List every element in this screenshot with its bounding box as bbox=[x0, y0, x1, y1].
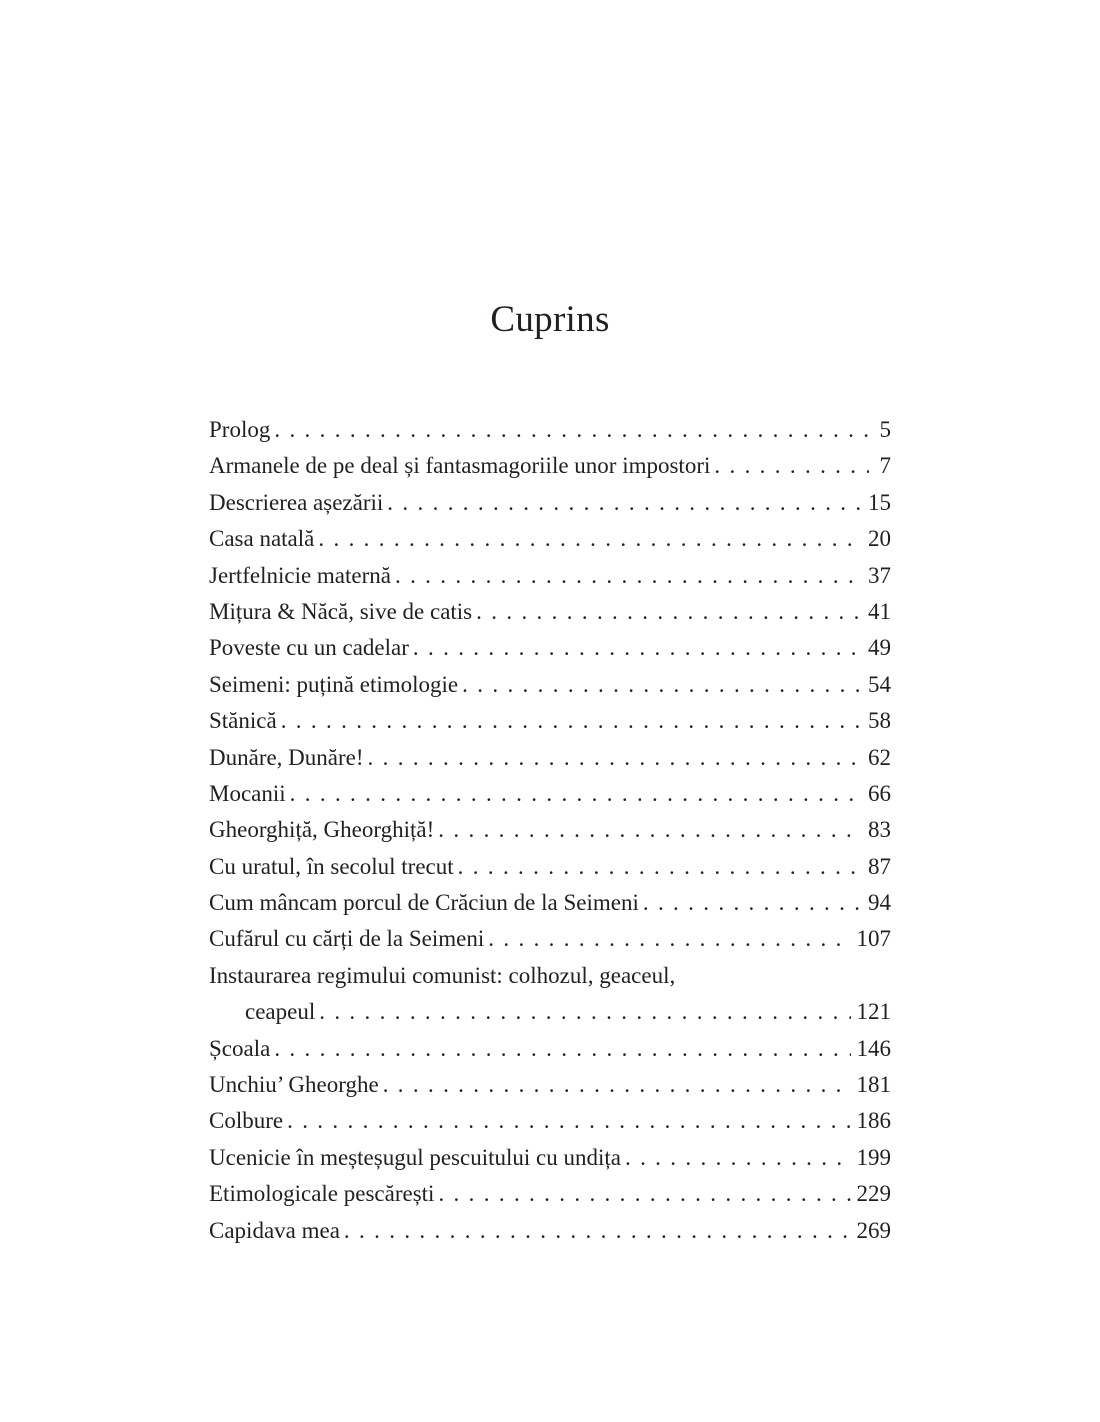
table-of-contents bbox=[209, 412, 891, 1249]
toc-entry-page: 20 bbox=[868, 526, 891, 552]
toc-entry bbox=[209, 1176, 891, 1212]
toc-entry-page: 146 bbox=[856, 1035, 891, 1061]
dot-leader bbox=[318, 521, 862, 557]
toc-entry-title: Poveste cu un cadelar bbox=[209, 635, 409, 661]
toc-entry-title: Etimologicale pescărești bbox=[209, 1181, 435, 1207]
toc-entry bbox=[209, 630, 891, 666]
dot-leader bbox=[438, 812, 862, 848]
toc-entry bbox=[209, 740, 891, 776]
toc-entry-page: 41 bbox=[868, 598, 891, 624]
dot-leader bbox=[383, 1067, 851, 1103]
toc-entry bbox=[209, 1213, 891, 1249]
toc-entry-page: 186 bbox=[856, 1108, 891, 1134]
toc-entry-page: 54 bbox=[868, 671, 891, 697]
toc-entry-page: 83 bbox=[868, 817, 891, 843]
dot-leader bbox=[462, 667, 862, 703]
toc-entry bbox=[209, 448, 891, 484]
toc-entry-title: Stănică bbox=[209, 708, 277, 734]
toc-entry bbox=[209, 921, 891, 957]
dot-leader bbox=[274, 1031, 850, 1067]
toc-entry-page: 229 bbox=[856, 1181, 891, 1207]
dot-leader bbox=[368, 740, 862, 776]
dot-leader bbox=[458, 849, 862, 885]
toc-entry-title: Jertfelnicie maternă bbox=[209, 562, 391, 588]
toc-entry-page: 66 bbox=[868, 780, 891, 806]
dot-leader bbox=[714, 448, 869, 484]
toc-entry-title: Capidava mea bbox=[209, 1217, 340, 1243]
toc-entry bbox=[209, 667, 891, 703]
toc-entry bbox=[209, 1031, 891, 1067]
dot-leader bbox=[488, 921, 850, 957]
toc-entry-page: 62 bbox=[868, 744, 891, 770]
toc-entry-title: Cufărul cu cărți de la Seimeni bbox=[209, 926, 485, 952]
toc-entry bbox=[209, 558, 891, 594]
toc-entry bbox=[209, 958, 891, 1031]
dot-leader bbox=[395, 558, 862, 594]
toc-entry-title: Mocanii bbox=[209, 780, 286, 806]
toc-entry bbox=[209, 1140, 891, 1176]
toc-entry-title: Seimeni: puțină etimologie bbox=[209, 671, 459, 697]
toc-entry-title: Mițura & Năcă, sive de catis bbox=[209, 598, 473, 624]
toc-entry-page: 37 bbox=[868, 562, 891, 588]
toc-entry-title: Casa natală bbox=[209, 526, 315, 552]
toc-entry-title: Dunăre, Dunăre! bbox=[209, 744, 364, 770]
toc-entry-title: Prolog bbox=[209, 417, 271, 442]
toc-entry-page: 49 bbox=[868, 635, 891, 661]
toc-entry-page: 15 bbox=[868, 489, 891, 515]
toc-entry-page: 58 bbox=[868, 708, 891, 734]
toc-entry-title: Colbure bbox=[209, 1108, 284, 1134]
toc-entry bbox=[209, 812, 891, 848]
toc-entry-page: 121 bbox=[856, 999, 891, 1025]
toc-entry-title: Ucenicie în meșteșugul pescuitului cu undița bbox=[209, 1144, 621, 1170]
toc-entry-title: Unchiu’ Gheorghe bbox=[209, 1072, 379, 1098]
toc-entry bbox=[209, 1067, 891, 1103]
toc-entry bbox=[209, 1103, 891, 1139]
toc-entry-title: Școala bbox=[209, 1035, 271, 1061]
toc-entry bbox=[209, 776, 891, 812]
toc-entry-page: 269 bbox=[856, 1217, 891, 1243]
toc-entry-title-continuation: ceapeul bbox=[245, 999, 316, 1025]
toc-entry bbox=[209, 412, 891, 448]
toc-entry-title: Gheorghiță, Gheorghiță! bbox=[209, 817, 435, 843]
dot-leader bbox=[625, 1140, 851, 1176]
toc-entry-title: Cu uratul, în secolul trecut bbox=[209, 853, 454, 879]
toc-entry bbox=[209, 485, 891, 521]
toc-entry-title: Cum mâncam porcul de Crăciun de la Seimeni bbox=[209, 890, 639, 916]
toc-entry bbox=[209, 594, 891, 630]
toc-entry-page: 7 bbox=[879, 453, 891, 479]
toc-entry-title: Descrierea așezării bbox=[209, 489, 384, 515]
toc-entry bbox=[209, 703, 891, 739]
toc-entry-page: 87 bbox=[868, 853, 891, 879]
dot-leader bbox=[274, 412, 869, 448]
dot-leader bbox=[344, 1213, 851, 1249]
toc-entry-title: Armanele de pe deal și fantasmagoriile unor impostori bbox=[209, 453, 711, 479]
toc-entry-title: Instaurarea regimului comunist: colhozul, geaceul, bbox=[209, 962, 676, 988]
toc-entry-page: 94 bbox=[868, 890, 891, 916]
dot-leader bbox=[319, 994, 850, 1030]
dot-leader bbox=[281, 703, 862, 739]
toc-entry-page: 107 bbox=[856, 926, 891, 952]
toc-entry-page: 181 bbox=[856, 1072, 891, 1098]
dot-leader bbox=[438, 1176, 850, 1212]
dot-leader bbox=[387, 485, 862, 521]
toc-entry bbox=[209, 521, 891, 557]
toc-entry bbox=[209, 849, 891, 885]
dot-leader bbox=[413, 630, 862, 666]
toc-entry bbox=[209, 885, 891, 921]
dot-leader bbox=[290, 776, 862, 812]
dot-leader bbox=[476, 594, 862, 630]
toc-entry-page: 5 bbox=[879, 417, 891, 442]
page-title: Cuprins bbox=[490, 299, 610, 340]
toc-entry-page: 199 bbox=[856, 1144, 891, 1170]
dot-leader bbox=[287, 1103, 850, 1139]
dot-leader bbox=[643, 885, 862, 921]
